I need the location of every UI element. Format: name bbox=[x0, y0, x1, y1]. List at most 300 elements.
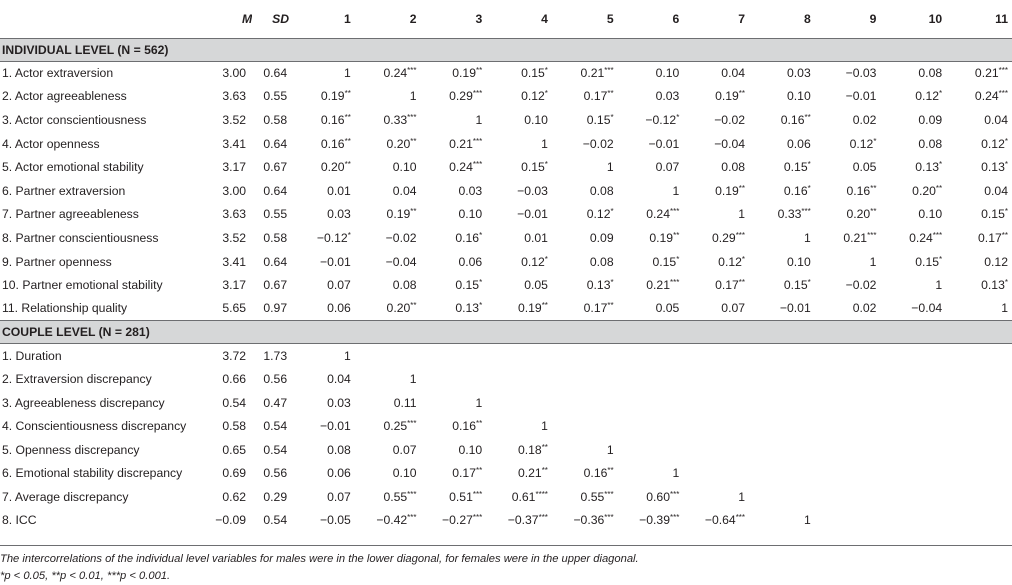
mean-cell: 3.52 bbox=[222, 230, 247, 245]
significance-marker: ** bbox=[607, 89, 614, 99]
correlation-value: −0.37 bbox=[507, 513, 539, 528]
correlation-cell bbox=[618, 509, 684, 533]
correlation-cell bbox=[355, 485, 421, 509]
sd-cell: 0.64 bbox=[263, 183, 288, 198]
significance-marker: ** bbox=[1001, 230, 1008, 240]
correlation-cell bbox=[749, 179, 815, 203]
correlation-cell bbox=[486, 462, 552, 486]
correlation-cell bbox=[552, 155, 618, 179]
correlation-cell bbox=[618, 61, 684, 85]
mean-cell: 3.41 bbox=[222, 136, 247, 151]
correlation-cell bbox=[683, 61, 749, 85]
significance-marker: ** bbox=[475, 419, 483, 429]
correlation-cell bbox=[289, 61, 355, 85]
correlation-cell bbox=[815, 203, 881, 227]
significance-marker: * bbox=[544, 66, 548, 76]
correlation-value: 0.20 bbox=[846, 207, 871, 222]
significance-marker: *** bbox=[604, 489, 614, 499]
correlation-value: 0.08 bbox=[392, 278, 417, 293]
significance-marker: * bbox=[676, 254, 680, 264]
sd-cell: 0.64 bbox=[263, 136, 288, 151]
correlation-value: 0.21 bbox=[974, 66, 999, 81]
significance-marker: *** bbox=[472, 160, 483, 170]
row-label: 8. Partner conscientiousness bbox=[2, 230, 159, 245]
sd-cell: 0.54 bbox=[263, 513, 288, 528]
correlation-cell bbox=[552, 250, 618, 274]
correlation-value: 0.03 bbox=[327, 395, 351, 410]
correlation-cell bbox=[880, 108, 946, 132]
correlation-cell bbox=[289, 391, 355, 415]
sd-cell: 0.58 bbox=[263, 112, 288, 127]
correlation-value: −0.02 bbox=[385, 230, 417, 245]
correlation-cell bbox=[552, 297, 618, 321]
correlation-cell bbox=[486, 438, 552, 462]
correlation-cell bbox=[289, 108, 355, 132]
empty-cell bbox=[552, 414, 618, 438]
correlation-value: 0.19 bbox=[452, 66, 476, 81]
table-row bbox=[0, 509, 1012, 533]
mean-cell: 0.62 bbox=[222, 489, 247, 504]
significance-marker: *** bbox=[407, 513, 417, 523]
section-title: INDIVIDUAL LEVEL (N = 562) bbox=[0, 38, 1012, 61]
empty-cell bbox=[486, 367, 552, 391]
correlation-value: 0.12 bbox=[981, 136, 1005, 151]
correlation-value: 0.10 bbox=[918, 207, 943, 222]
significance-marker: * bbox=[676, 112, 680, 122]
sd-cell: 0.58 bbox=[263, 230, 288, 245]
correlation-value: 0.04 bbox=[984, 183, 1008, 198]
correlation-value: −0.36 bbox=[573, 513, 605, 528]
sd-cell: 0.56 bbox=[263, 466, 288, 481]
correlation-value: 0.03 bbox=[327, 207, 351, 222]
significance-marker: * bbox=[741, 254, 746, 264]
correlation-value: 0.05 bbox=[524, 278, 548, 293]
correlation-value: 0.12 bbox=[521, 89, 545, 104]
empty-cell bbox=[880, 391, 946, 415]
correlation-cell bbox=[618, 485, 684, 509]
significance-marker: ** bbox=[541, 301, 548, 311]
sd-cell: 0.55 bbox=[263, 207, 288, 222]
correlation-value: −0.03 bbox=[517, 183, 548, 198]
row-label: 8. ICC bbox=[2, 513, 37, 528]
correlation-value: 0.20 bbox=[386, 301, 411, 316]
correlation-cell bbox=[880, 179, 946, 203]
significance-marker: ** bbox=[935, 183, 943, 193]
correlation-cell bbox=[946, 108, 1012, 132]
significance-marker: *** bbox=[801, 207, 811, 217]
table-row bbox=[0, 226, 1012, 250]
correlation-value: 1 bbox=[803, 230, 811, 245]
header-col-11: 11 bbox=[995, 11, 1008, 26]
correlation-cell bbox=[289, 485, 355, 509]
mean-cell: 3.00 bbox=[222, 66, 247, 81]
correlation-value: 0.19 bbox=[649, 230, 674, 245]
row-label: 1. Duration bbox=[2, 348, 62, 363]
correlation-value: 1 bbox=[1001, 301, 1008, 316]
empty-cell bbox=[880, 509, 946, 533]
mean-cell: −0.09 bbox=[215, 513, 247, 528]
empty-cell bbox=[421, 367, 487, 391]
correlation-value: 0.07 bbox=[327, 278, 351, 293]
correlation-value: 0.21 bbox=[646, 278, 670, 293]
mean-cell: 3.63 bbox=[222, 207, 247, 222]
empty-cell bbox=[749, 485, 815, 509]
empty-cell bbox=[618, 391, 684, 415]
correlation-value: 0.24 bbox=[449, 160, 473, 175]
significance-marker: *** bbox=[735, 230, 746, 240]
empty-cell bbox=[815, 509, 881, 533]
sd-cell: 0.67 bbox=[263, 160, 288, 175]
table-row bbox=[0, 250, 1012, 274]
correlation-cell bbox=[355, 108, 421, 132]
correlation-cell bbox=[880, 297, 946, 321]
significance-marker: ** bbox=[410, 301, 417, 311]
correlation-cell bbox=[289, 132, 355, 156]
correlation-value: 1 bbox=[738, 489, 746, 504]
correlation-cell bbox=[486, 85, 552, 109]
correlation-cell bbox=[749, 273, 815, 297]
correlation-cell bbox=[486, 155, 552, 179]
significance-marker: ** bbox=[738, 278, 746, 288]
table-row bbox=[0, 179, 1012, 203]
correlation-cell bbox=[421, 273, 487, 297]
correlation-cell bbox=[421, 438, 487, 462]
correlation-value: 0.17 bbox=[452, 466, 476, 481]
correlation-cell bbox=[486, 132, 552, 156]
significance-marker: * bbox=[807, 278, 811, 288]
header-col-2: 2 bbox=[409, 11, 417, 26]
header-col-8: 8 bbox=[803, 11, 811, 26]
correlation-value: 0.24 bbox=[974, 89, 999, 104]
correlation-cell bbox=[355, 391, 421, 415]
correlation-value: 0.10 bbox=[392, 466, 417, 481]
table-row bbox=[0, 367, 1012, 391]
correlation-cell bbox=[421, 155, 487, 179]
correlation-value: 0.03 bbox=[787, 66, 811, 81]
correlation-value: 1 bbox=[606, 160, 614, 175]
correlation-cell bbox=[749, 155, 815, 179]
correlation-cell bbox=[815, 226, 881, 250]
header-col-10: 10 bbox=[928, 11, 943, 26]
table-row bbox=[0, 414, 1012, 438]
significance-marker: *** bbox=[932, 230, 943, 240]
correlation-cell bbox=[880, 273, 946, 297]
table-row bbox=[0, 132, 1012, 156]
correlation-value: 0.06 bbox=[327, 301, 351, 316]
correlation-cell bbox=[552, 85, 618, 109]
correlation-value: 0.04 bbox=[327, 371, 351, 386]
correlation-value: 0.15 bbox=[652, 254, 677, 269]
empty-cell bbox=[946, 438, 1012, 462]
row-label: 5. Openness discrepancy bbox=[2, 442, 140, 457]
significance-marker: ** bbox=[475, 66, 483, 76]
correlation-value: −0.01 bbox=[319, 419, 351, 434]
correlation-value: 0.17 bbox=[583, 89, 608, 104]
correlation-cell bbox=[618, 132, 684, 156]
correlation-value: 0.07 bbox=[721, 301, 746, 316]
correlation-cell bbox=[289, 438, 355, 462]
significance-marker: * bbox=[939, 160, 943, 170]
correlation-value: 0.03 bbox=[458, 183, 483, 198]
significance-marker: *** bbox=[472, 89, 483, 99]
correlation-cell bbox=[421, 462, 487, 486]
significance-marker: * bbox=[610, 278, 614, 288]
correlation-value: 0.33 bbox=[383, 112, 408, 127]
empty-cell bbox=[815, 485, 881, 509]
correlation-cell bbox=[552, 273, 618, 297]
correlation-value: 0.19 bbox=[715, 183, 739, 198]
sd-cell: 0.56 bbox=[263, 371, 288, 386]
correlation-cell bbox=[815, 155, 881, 179]
empty-cell bbox=[946, 462, 1012, 486]
correlation-cell bbox=[289, 203, 355, 227]
correlation-value: 0.10 bbox=[458, 207, 483, 222]
significance-marker: *** bbox=[669, 278, 680, 288]
correlation-value: 0.20 bbox=[912, 183, 936, 198]
correlation-cell bbox=[355, 438, 421, 462]
empty-cell bbox=[946, 414, 1012, 438]
significance-marker: ** bbox=[870, 183, 877, 193]
correlation-value: 0.15 bbox=[521, 66, 545, 81]
correlation-cell bbox=[355, 297, 421, 321]
significance-marker: ** bbox=[607, 301, 614, 311]
significance-marker: *** bbox=[407, 112, 417, 122]
empty-cell bbox=[880, 438, 946, 462]
correlation-value: 0.13 bbox=[586, 278, 611, 293]
empty-cell bbox=[880, 462, 946, 486]
correlation-cell bbox=[289, 273, 355, 297]
correlation-value: −0.01 bbox=[648, 136, 680, 151]
correlation-value: 0.16 bbox=[846, 183, 871, 198]
correlation-value: 0.06 bbox=[787, 136, 811, 151]
correlation-cell bbox=[880, 132, 946, 156]
correlation-cell bbox=[683, 179, 749, 203]
correlation-cell bbox=[289, 85, 355, 109]
correlation-cell bbox=[683, 273, 749, 297]
correlation-value: 0.17 bbox=[978, 230, 1002, 245]
correlation-cell bbox=[749, 203, 815, 227]
correlation-value: −0.04 bbox=[385, 254, 417, 269]
correlation-cell bbox=[486, 485, 552, 509]
sd-cell: 0.29 bbox=[263, 489, 288, 504]
correlation-cell bbox=[421, 61, 487, 85]
significance-marker: * bbox=[479, 301, 483, 311]
correlation-cell bbox=[289, 367, 355, 391]
correlation-cell bbox=[618, 85, 684, 109]
correlation-value: 0.18 bbox=[517, 442, 542, 457]
empty-cell bbox=[880, 485, 946, 509]
row-label: 9. Partner openness bbox=[2, 254, 112, 269]
correlation-value: −0.01 bbox=[517, 207, 548, 222]
correlation-cell bbox=[486, 108, 552, 132]
row-label: 11. Relationship quality bbox=[2, 301, 128, 316]
correlation-cell bbox=[946, 155, 1012, 179]
correlation-value: 0.02 bbox=[852, 301, 877, 316]
correlation-value: 1 bbox=[803, 513, 811, 528]
mean-cell: 3.17 bbox=[222, 160, 247, 175]
correlation-value: 0.17 bbox=[583, 301, 608, 316]
correlation-cell bbox=[880, 85, 946, 109]
row-label: 7. Average discrepancy bbox=[2, 489, 129, 504]
section-title: COUPLE LEVEL (N = 281) bbox=[0, 321, 1012, 344]
correlation-cell bbox=[486, 61, 552, 85]
empty-cell bbox=[815, 438, 881, 462]
correlation-value: 0.08 bbox=[918, 136, 943, 151]
correlation-cell bbox=[815, 273, 881, 297]
correlation-cell bbox=[421, 414, 487, 438]
sd-cell: 0.55 bbox=[263, 89, 288, 104]
correlation-value: 0.10 bbox=[458, 442, 483, 457]
correlation-cell bbox=[421, 509, 487, 533]
correlation-value: 0.08 bbox=[589, 183, 614, 198]
significance-marker: *** bbox=[669, 513, 680, 523]
correlation-cell bbox=[683, 132, 749, 156]
correlation-cell bbox=[946, 203, 1012, 227]
correlation-cell bbox=[815, 132, 881, 156]
correlation-value: 0.06 bbox=[458, 254, 483, 269]
correlation-value: 0.12 bbox=[521, 254, 545, 269]
correlation-value: 0.08 bbox=[721, 160, 746, 175]
significance-marker: ** bbox=[607, 466, 614, 476]
significance-marker: *** bbox=[669, 489, 680, 499]
empty-cell bbox=[749, 344, 815, 368]
correlation-cell bbox=[683, 485, 749, 509]
correlation-value: −0.04 bbox=[911, 301, 943, 316]
header-variable bbox=[0, 0, 208, 38]
correlation-cell bbox=[289, 414, 355, 438]
significance-marker: *** bbox=[407, 489, 417, 499]
mean-cell: 0.54 bbox=[222, 395, 247, 410]
correlation-cell bbox=[355, 155, 421, 179]
correlation-value: 0.19 bbox=[517, 301, 542, 316]
correlation-value: 0.24 bbox=[646, 207, 670, 222]
table-bottom-rule bbox=[0, 545, 1012, 546]
empty-cell bbox=[946, 485, 1012, 509]
correlation-cell bbox=[946, 85, 1012, 109]
significance-marker: ** bbox=[541, 442, 548, 452]
correlation-cell bbox=[421, 226, 487, 250]
correlation-value: 0.07 bbox=[655, 160, 680, 175]
significance-marker: * bbox=[544, 89, 548, 99]
significance-marker: * bbox=[1004, 160, 1008, 170]
correlation-value: 1 bbox=[344, 348, 351, 363]
correlation-value: −0.12 bbox=[316, 230, 348, 245]
correlation-value: −0.12 bbox=[645, 112, 677, 127]
correlation-cell bbox=[355, 367, 421, 391]
correlation-cell bbox=[421, 485, 487, 509]
mean-cell: 3.72 bbox=[222, 348, 247, 363]
table-note: The intercorrelations of the individual level variables for males were in the lower diagonal, for females were in the upper diagonal. bbox=[0, 553, 639, 565]
correlation-cell bbox=[289, 509, 355, 533]
correlation-cell bbox=[618, 462, 684, 486]
correlation-value: −0.42 bbox=[376, 513, 408, 528]
header-col-3: 3 bbox=[475, 11, 483, 26]
mean-cell: 0.65 bbox=[222, 442, 247, 457]
correlation-value: 0.12 bbox=[586, 207, 611, 222]
significance-marker: ** bbox=[344, 136, 351, 146]
table-row bbox=[0, 485, 1012, 509]
correlation-cell bbox=[880, 226, 946, 250]
correlation-value: 0.15 bbox=[783, 160, 808, 175]
correlation-cell bbox=[946, 250, 1012, 274]
correlation-cell bbox=[355, 85, 421, 109]
header-sd: SD bbox=[272, 11, 290, 26]
significance-marker: * bbox=[939, 89, 943, 99]
sd-cell: 0.64 bbox=[263, 66, 288, 81]
correlation-value: 0.25 bbox=[383, 419, 408, 434]
significance-marker: * bbox=[807, 160, 811, 170]
empty-cell bbox=[880, 344, 946, 368]
correlation-value: 0.15 bbox=[586, 112, 611, 127]
correlation-cell bbox=[946, 132, 1012, 156]
correlation-cell bbox=[683, 297, 749, 321]
empty-cell bbox=[683, 367, 749, 391]
header-col-7: 7 bbox=[738, 11, 746, 26]
correlation-cell bbox=[683, 155, 749, 179]
correlation-value: 0.07 bbox=[327, 489, 351, 504]
correlation-cell bbox=[815, 85, 881, 109]
correlation-cell bbox=[421, 250, 487, 274]
correlation-cell bbox=[749, 61, 815, 85]
significance-marker: * bbox=[610, 112, 614, 122]
correlation-value: −0.03 bbox=[845, 66, 877, 81]
empty-cell bbox=[749, 462, 815, 486]
correlation-value: 0.29 bbox=[449, 89, 473, 104]
correlation-cell bbox=[683, 203, 749, 227]
empty-cell bbox=[683, 438, 749, 462]
correlation-value: 0.55 bbox=[580, 489, 605, 504]
mean-cell: 3.41 bbox=[222, 254, 247, 269]
correlation-cell bbox=[552, 203, 618, 227]
significance-marker: ** bbox=[344, 160, 351, 170]
empty-cell bbox=[880, 367, 946, 391]
empty-cell bbox=[683, 344, 749, 368]
significance-marker: ** bbox=[344, 112, 351, 122]
correlation-value: 0.10 bbox=[787, 89, 811, 104]
correlation-cell bbox=[815, 61, 881, 85]
significance-marker: * bbox=[479, 278, 483, 288]
correlation-value: 1 bbox=[738, 207, 746, 222]
row-label: 5. Actor emotional stability bbox=[2, 160, 144, 175]
correlation-cell bbox=[946, 61, 1012, 85]
empty-cell bbox=[618, 438, 684, 462]
correlation-cell bbox=[289, 297, 355, 321]
correlation-value: 1 bbox=[344, 66, 351, 81]
correlation-value: 0.19 bbox=[386, 207, 411, 222]
significance-note: *p < 0.05, **p < 0.01, ***p < 0.001. bbox=[0, 570, 171, 582]
correlation-cell bbox=[552, 485, 618, 509]
correlation-cell bbox=[486, 226, 552, 250]
empty-cell bbox=[946, 367, 1012, 391]
significance-marker: *** bbox=[604, 513, 614, 523]
empty-cell bbox=[683, 414, 749, 438]
significance-marker: *** bbox=[669, 207, 680, 217]
significance-marker: ** bbox=[541, 466, 548, 476]
correlation-value: 0.16 bbox=[320, 112, 345, 127]
correlation-cell bbox=[421, 108, 487, 132]
sd-cell: 0.47 bbox=[263, 395, 288, 410]
empty-cell bbox=[683, 391, 749, 415]
empty-cell bbox=[618, 367, 684, 391]
correlation-cell bbox=[552, 462, 618, 486]
correlation-value: 0.10 bbox=[524, 112, 548, 127]
correlation-value: −0.39 bbox=[639, 513, 670, 528]
table-row bbox=[0, 85, 1012, 109]
significance-marker: * bbox=[807, 183, 811, 193]
correlation-value: 0.15 bbox=[783, 278, 808, 293]
correlation-cell bbox=[552, 108, 618, 132]
correlation-cell bbox=[618, 179, 684, 203]
